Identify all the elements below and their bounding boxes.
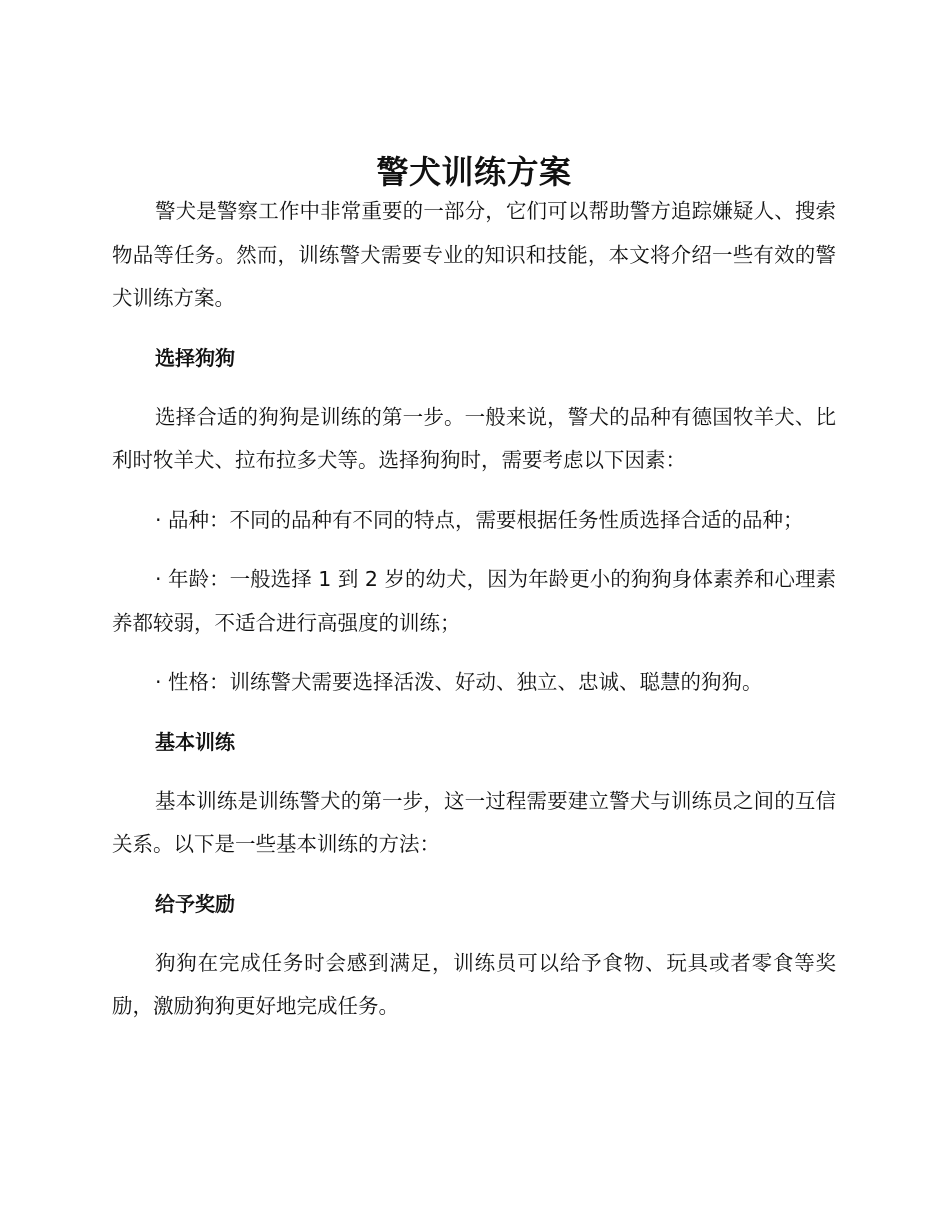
spacer xyxy=(112,645,836,661)
section-heading-choose-dog: 选择狗狗 xyxy=(155,345,235,370)
spacer xyxy=(112,867,836,883)
spacer xyxy=(112,380,836,396)
bullet-item-age: · 年龄：一般选择 1 到 2 岁的幼犬，因为年龄更小的狗狗身体素养和心理素养都较弱，不适合进行高强度的训练； xyxy=(112,567,836,635)
document-title: 警犬训练方案 xyxy=(376,153,572,191)
bullet-item-temperament: · 性格：训练警犬需要选择活泼、好动、独立、忠诚、聪慧的狗狗。 xyxy=(155,670,763,694)
spacer xyxy=(112,705,836,721)
spacer xyxy=(112,926,836,942)
section-paragraph-choose-dog: 选择合适的狗狗是训练的第一步。一般来说，警犬的品种有德国牧羊犬、比利时牧羊犬、拉布拉多犬等。选择狗狗时，需要考虑以下因素： xyxy=(112,404,836,472)
bullet-item-breed: · 品种：不同的品种有不同的特点，需要根据任务性质选择合适的品种； xyxy=(155,507,804,532)
spacer xyxy=(112,321,836,337)
section-paragraph-rewards: 狗狗在完成任务时会感到满足，训练员可以给予食物、玩具或者零食等奖励，激励狗狗更好地完成任务。 xyxy=(112,950,836,1018)
spacer xyxy=(112,542,836,558)
section-paragraph-basic-training: 基本训练是训练警犬的第一步，这一过程需要建立警犬与训练员之间的互信关系。以下是一些基本训练的方法： xyxy=(112,788,836,856)
intro-paragraph: 警犬是警察工作中非常重要的一部分，它们可以帮助警方追踪嫌疑人、搜索物品等任务。然而，训练警犬需要专业的知识和技能，本文将介绍一些有效的警犬训练方案。 xyxy=(112,199,836,310)
section-heading-basic-training: 基本训练 xyxy=(155,729,235,754)
section-heading-rewards: 给予奖励 xyxy=(155,891,235,916)
spacer xyxy=(112,764,836,780)
spacer xyxy=(112,483,836,499)
